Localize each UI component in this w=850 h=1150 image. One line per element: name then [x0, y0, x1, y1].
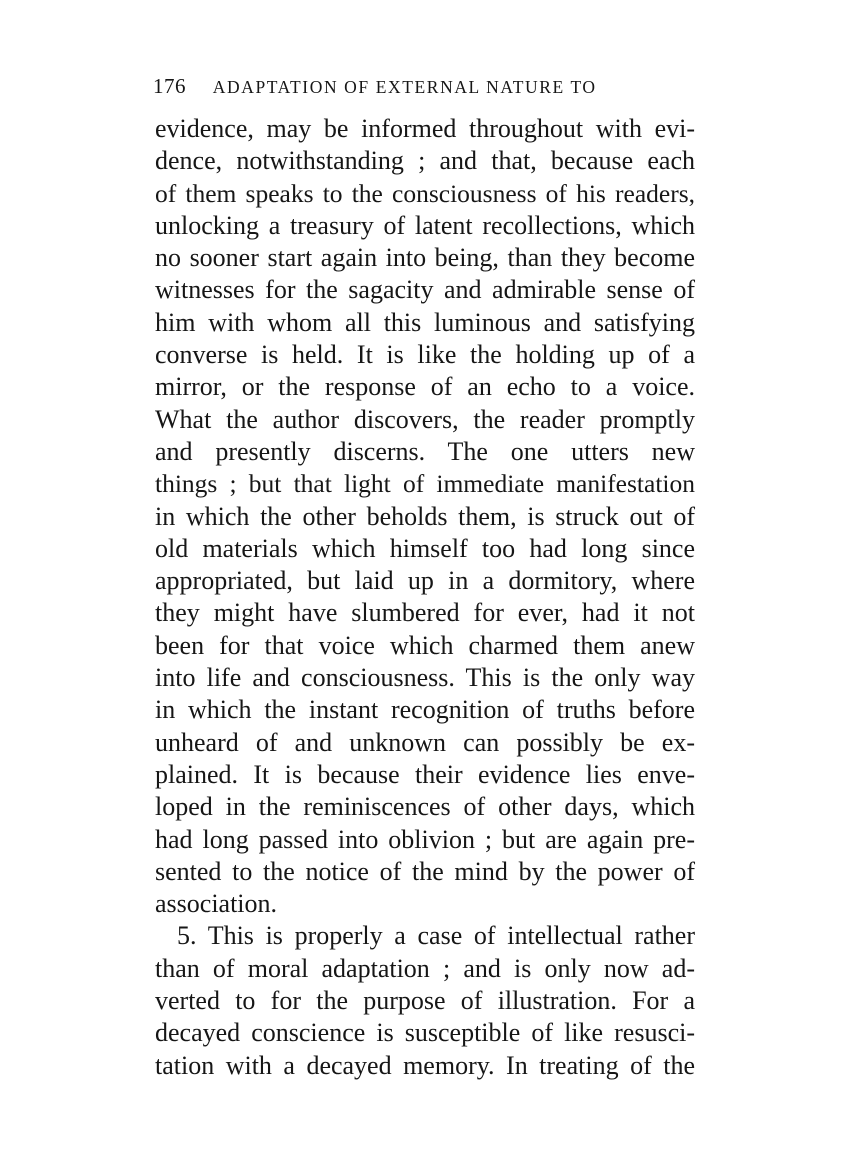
text-line: him with whom all this luminous and satisfying: [155, 307, 695, 337]
text-line: witnesses for the sagacity and admirable sense of: [155, 275, 695, 305]
text-line: dence, notwithstanding ; and that, because each: [155, 146, 695, 176]
page-number: 176: [153, 74, 186, 98]
text-line: What the author discovers, the reader promptly: [155, 404, 695, 434]
text-line: of them speaks to the consciousness of his readers,: [155, 178, 695, 208]
text-line: loped in the reminiscences of other days, which: [155, 792, 695, 822]
body-text: [155, 113, 695, 1082]
text-line: mirror, or the response of an echo to a voice.: [155, 372, 695, 402]
text-line: unheard of and unknown can possibly be ex-: [155, 727, 695, 757]
text-line: no sooner start again into being, than they become: [155, 243, 695, 273]
text-line: had long passed into oblivion ; but are again pre-: [155, 824, 695, 854]
text-line: decayed conscience is susceptible of like resusci-: [155, 1018, 695, 1048]
text-line: tation with a decayed memory. In treating of the: [155, 1050, 695, 1080]
text-line: appropriated, but laid up in a dormitory, where: [155, 566, 695, 596]
text-line: than of moral adaptation ; and is only now ad-: [155, 953, 695, 983]
text-line: things ; but that light of immediate manifestation: [155, 469, 695, 499]
text-line: in which the instant recognition of truths before: [155, 695, 695, 725]
text-line: in which the other beholds them, is struck out of: [155, 501, 695, 531]
text-line: into life and consciousness. This is the only way: [155, 663, 695, 693]
text-line: plained. It is because their evidence lies enve-: [155, 759, 695, 789]
running-title: ADAPTATION OF EXTERNAL NATURE TO: [212, 77, 597, 97]
text-line: unlocking a treasury of latent recollections, which: [155, 210, 695, 240]
text-line: sented to the notice of the mind by the power of: [155, 856, 695, 886]
text-line: old materials which himself too had long since: [155, 533, 695, 563]
text-line: association.: [155, 889, 278, 919]
text-line: 5. This is properly a case of intellectual rather: [177, 921, 695, 951]
text-line: verted to for the purpose of illustration. For a: [155, 986, 695, 1016]
text-line: and presently discerns. The one utters new: [155, 436, 695, 466]
text-line: they might have slumbered for ever, had it not: [155, 598, 695, 628]
text-line: evidence, may be informed throughout with evi-: [155, 114, 695, 143]
text-line: converse is held. It is like the holding up of a: [155, 340, 695, 370]
running-head: [153, 71, 713, 101]
text-line: been for that voice which charmed them anew: [155, 630, 695, 660]
